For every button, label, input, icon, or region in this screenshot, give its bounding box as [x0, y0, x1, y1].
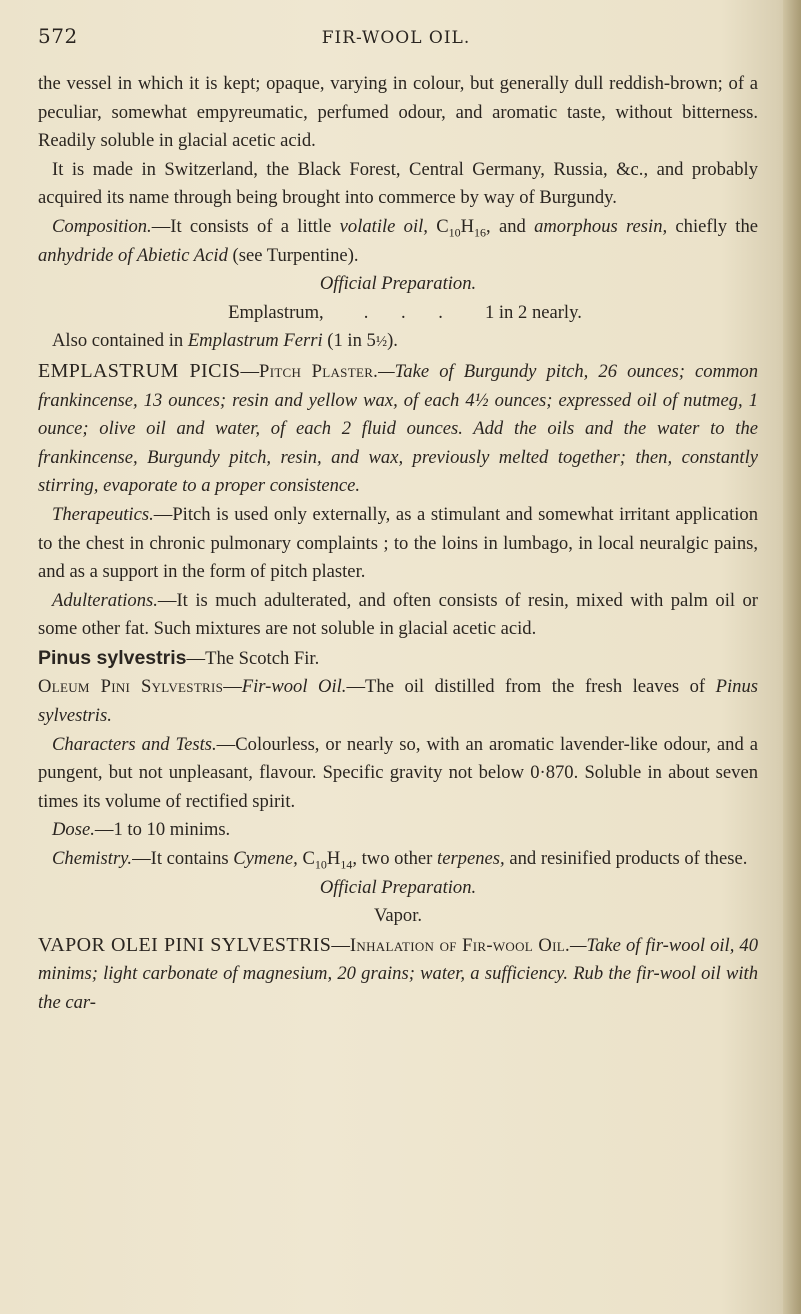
adulterations-label: Adulterations. [52, 589, 158, 611]
composition-text-1: —It consists of a little [151, 215, 340, 237]
chemistry-text-3: and resinified products of these. [504, 848, 748, 870]
official-preparation-2: Official Preparation. [319, 876, 477, 898]
composition-label: Composition. [52, 215, 152, 237]
formula-c10h16 [436, 215, 487, 240]
pinus-sylvestris-heading: Pinus sylvestris [38, 646, 187, 669]
vapor-heading: Vapor. [373, 905, 423, 927]
also-contained [38, 327, 758, 357]
volatile-oil: volatile oil, [339, 215, 428, 237]
running-head: FIR-WOOL OIL. [321, 28, 471, 48]
emplastrum-picis-paragraph [38, 357, 758, 501]
paragraph-1: the vessel in which it is kept; opaque, varying in colour, but generally dull reddish-brown; of a peculiar, somewhat empyreumatic, perfumed odour, and aromatic taste, without bitterness. Readily soluble in glacial acetic acid. [38, 73, 758, 152]
emplastrum-name: Emplastrum, [228, 301, 324, 323]
chemistry-text-2: , two other [352, 848, 438, 870]
picis-dash: — [240, 360, 260, 382]
dose-text: —1 to 10 minims. [94, 819, 231, 841]
vapor-pini-paragraph [38, 931, 758, 1018]
emplastrum-ratio: 1 in 2 nearly. [484, 301, 582, 323]
fir-wool-oil-alias: Fir-wool Oil. [241, 676, 347, 698]
oleum-dash: — [223, 676, 242, 698]
emplastrum-line [38, 299, 758, 328]
inhalation-subheading: Inhalation of Fir-wool Oil. [349, 934, 570, 956]
vapor-recipe: —Take of fir-wool oil, 40 minims; light carbonate of magnesium, 20 grains; water, a sufficiency. Rub the fir-wool oil with the car- [38, 934, 759, 1013]
official-preparation-heading-2 [38, 874, 758, 903]
cymene: Cymene, [233, 848, 298, 870]
formula2-c: C [302, 848, 315, 870]
adulterations-paragraph [38, 587, 758, 644]
terpenes: terpenes, [437, 848, 505, 870]
adulterations-text: —It is much adulterated, and often consists of resin, mixed with palm oil or some other fat. Such mixtures are not soluble in glacial acetic acid. [38, 589, 758, 640]
fraction-half: ½ [375, 334, 388, 351]
therapeutics-paragraph [38, 501, 758, 587]
anhydride: anhydride of Abietic Acid [38, 244, 228, 266]
page-number: 572 [38, 24, 78, 48]
chemistry-label: Chemistry. [52, 848, 133, 870]
formula-c10h14 [302, 848, 353, 872]
characters-text: —Colourless, or nearly so, with an aromatic lavender-like odour, and a pungent, but not unpleasant, flavour. Specific gravity not below 0·870. Soluble in about seven times its volume of rectified spirit. [38, 733, 758, 812]
emplastrum-picis-heading: EMPLASTRUM PICIS [38, 359, 241, 382]
formula-h-sub: 16 [474, 225, 487, 240]
paragraph-2: It is made in Switzerland, the Black Forest, Central Germany, Russia, &c., and probably acquired its name through being brought into commerce by way of Burgundy. [38, 158, 758, 209]
page-edge [783, 0, 801, 1314]
vapor-dash: — [331, 934, 350, 956]
characters-label: Characters and Tests. [52, 733, 217, 755]
scotch-fir: —The Scotch Fir. [186, 647, 320, 669]
characters-paragraph [38, 731, 758, 817]
chemistry-text-1: —It contains [132, 848, 234, 870]
formula2-h: H [326, 848, 341, 870]
dose-label: Dose. [52, 819, 95, 841]
chemistry-paragraph [38, 845, 758, 874]
also-text-2: (1 in 5 [322, 330, 376, 352]
official-preparation-1: Official Preparation. [319, 273, 477, 295]
formula2-h-sub: 14 [340, 857, 353, 872]
oleum-text: —The oil distilled from the fresh leaves of [346, 676, 716, 698]
oleum-pini-paragraph [38, 673, 758, 730]
formula-c: C [436, 215, 449, 237]
leader-dots: . . . [363, 301, 457, 323]
pinus-heading [38, 644, 758, 674]
formula2-c-sub: 10 [314, 857, 327, 872]
therapeutics-text: —Pitch is used only externally, as a stimulant and somewhat irritant application to the chest in chronic pulmonary complaints ; to the loins in lumbago, in local neuralgic pains, and as a support in the form of pitch plaster. [38, 503, 758, 583]
therapeutics-label: Therapeutics. [52, 503, 154, 525]
amorphous-resin: amorphous resin, [534, 215, 668, 237]
species-name: Pinus sylvestris. [38, 676, 758, 727]
page-header [36, 24, 756, 54]
composition-paragraph [38, 213, 758, 270]
oleum-pini-heading: Oleum Pini Sylvestris [38, 676, 224, 698]
also-text-3: ). [387, 330, 398, 352]
dose-paragraph [38, 816, 758, 845]
composition-text-4: (see Turpentine). [227, 244, 359, 266]
official-preparation-heading-1 [38, 270, 758, 299]
picis-recipe: —Take of Burgundy pitch, 26 ounces; common frankincense, 13 ounces; resin and yellow wax, of each 4½ ounces; expressed oil of nutmeg, 1 ounce; olive oil and water, of each 2 fluid ounces. Add the oils and the water to the frankincense, Burgundy pitch, resin, and wax, previously melted together; then, constantly stirring, evaporate to a proper consistence. [38, 360, 759, 497]
composition-text-2: , and [486, 215, 535, 237]
vapor-olei-heading: VAPOR OLEI PINI SYLVESTRIS [38, 933, 332, 956]
emplastrum-ferri: Emplastrum Ferri [187, 330, 323, 352]
pitch-plaster-subheading: Pitch Plaster. [259, 360, 379, 382]
page-body [38, 70, 758, 1018]
formula-h: H [460, 215, 475, 237]
formula-c-sub: 10 [448, 225, 461, 240]
composition-text-3: chiefly the [667, 215, 759, 237]
also-text-1: Also contained in [52, 330, 188, 352]
